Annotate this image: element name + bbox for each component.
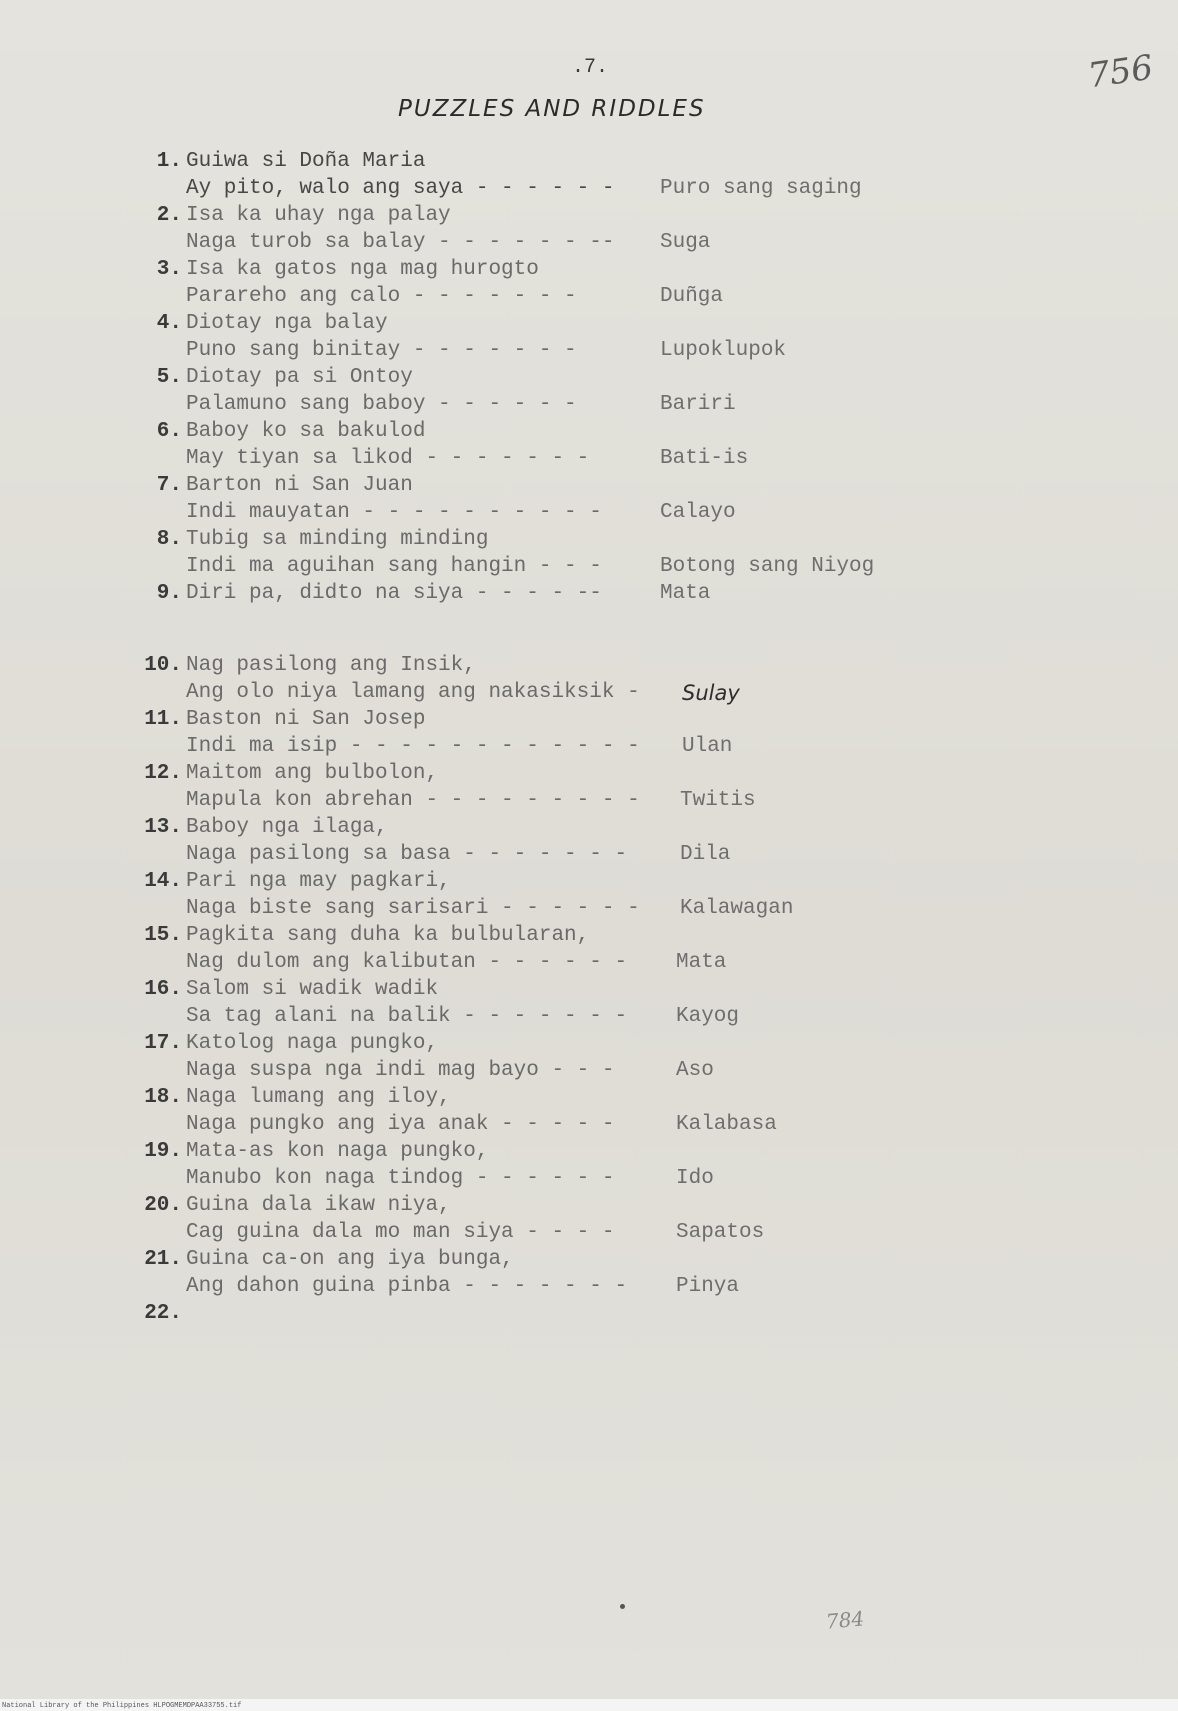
riddle-answer: Lupoklupok bbox=[660, 339, 787, 362]
riddle-line-2: Parareho ang calo - - - - - - - bbox=[186, 285, 577, 308]
riddle-number: 16. bbox=[144, 978, 182, 1001]
riddle-line-2: Naga suspa nga indi mag bayo - - - bbox=[186, 1059, 615, 1082]
riddle-number: 4. bbox=[156, 312, 182, 335]
riddle-line-1: Mata-as kon naga pungko, bbox=[186, 1140, 489, 1163]
riddle-line-2: Naga pasilong sa basa - - - - - - - bbox=[186, 843, 628, 866]
riddle-number: 8. bbox=[156, 528, 182, 551]
riddle-line-2: Ay pito, walo ang saya - - - - - - bbox=[186, 177, 615, 200]
riddle-answer: Sulay bbox=[682, 681, 740, 705]
riddle-line-2: Manubo kon naga tindog - - - - - - bbox=[186, 1167, 615, 1190]
riddle-line-2: Ang dahon guina pinba - - - - - - - bbox=[186, 1275, 628, 1298]
riddle-item bbox=[0, 420, 1178, 476]
handwritten-bottom-number: 784 bbox=[825, 1606, 866, 1634]
riddle-number: 7. bbox=[156, 474, 182, 497]
riddle-answer: Kayog bbox=[676, 1005, 740, 1028]
riddle-item bbox=[0, 1194, 1178, 1250]
riddle-line-1: Guina ca-on ang iya bunga, bbox=[186, 1248, 514, 1271]
scan-footer-text: National Library of the Philippines HLPOGMEMDPAA33755.tif bbox=[2, 1702, 242, 1710]
riddle-line-1: Salom si wadik wadik bbox=[186, 978, 439, 1001]
riddle-number: 1. bbox=[156, 150, 182, 173]
riddle-answer: Kalawagan bbox=[680, 897, 794, 920]
page-number: .7. bbox=[572, 56, 609, 79]
riddle-line-1: Tubig sa minding minding bbox=[186, 528, 489, 551]
riddle-item bbox=[0, 582, 1178, 638]
riddle-line-2: Indi mauyatan - - - - - - - - - - bbox=[186, 501, 602, 524]
riddle-answer: Duñga bbox=[660, 285, 724, 308]
riddle-answer: Calayo bbox=[660, 501, 736, 524]
riddle-answer: Kalabasa bbox=[676, 1113, 777, 1136]
riddle-answer: Botong sang Niyog bbox=[660, 555, 875, 578]
riddle-answer: Suga bbox=[660, 231, 711, 254]
riddle-number: 13. bbox=[144, 816, 182, 839]
scan-footer bbox=[0, 1699, 1178, 1711]
riddle-line-1: Pagkita sang duha ka bulbularan, bbox=[186, 924, 590, 947]
riddle-item bbox=[0, 312, 1178, 368]
riddle-line-2: May tiyan sa likod - - - - - - - bbox=[186, 447, 590, 470]
riddle-line-1: Guiwa si Doña Maria bbox=[186, 150, 426, 173]
riddle-line-1: Diotay nga balay bbox=[186, 312, 388, 335]
riddle-line-1: Diri pa, didto na siya - - - - -- bbox=[186, 582, 602, 605]
riddle-item bbox=[0, 1032, 1178, 1088]
riddle-answer: Ido bbox=[676, 1167, 714, 1190]
riddle-line-2: Indi ma aguihan sang hangin - - - bbox=[186, 555, 602, 578]
riddle-item bbox=[0, 978, 1178, 1034]
riddle-item bbox=[0, 762, 1178, 818]
riddle-item bbox=[0, 150, 1178, 206]
riddle-answer: Bati-is bbox=[660, 447, 749, 470]
riddle-line-1: Barton ni San Juan bbox=[186, 474, 413, 497]
riddle-line-2: Nag dulom ang kalibutan - - - - - - bbox=[186, 951, 628, 974]
riddle-number: 6. bbox=[156, 420, 182, 443]
riddle-number: 20. bbox=[144, 1194, 182, 1217]
riddle-number: 21. bbox=[144, 1248, 182, 1271]
riddle-line-2: Sa tag alani na balik - - - - - - - bbox=[186, 1005, 628, 1028]
riddle-number: 14. bbox=[144, 870, 182, 893]
riddle-item bbox=[0, 654, 1178, 710]
riddle-number: 12. bbox=[144, 762, 182, 785]
riddle-item bbox=[0, 816, 1178, 872]
riddle-item bbox=[0, 1140, 1178, 1196]
riddle-answer: Puro sang saging bbox=[660, 177, 862, 200]
riddle-number: 19. bbox=[144, 1140, 182, 1163]
riddle-line-1: Baston ni San Josep bbox=[186, 708, 426, 731]
riddle-number: 18. bbox=[144, 1086, 182, 1109]
riddle-item bbox=[0, 258, 1178, 314]
riddle-line-1: Guina dala ikaw niya, bbox=[186, 1194, 451, 1217]
riddle-number: 5. bbox=[156, 366, 182, 389]
riddle-line-2: Naga turob sa balay - - - - - - -- bbox=[186, 231, 615, 254]
riddle-item bbox=[0, 1086, 1178, 1142]
riddle-number: 3. bbox=[156, 258, 182, 281]
riddle-line-1: Katolog naga pungko, bbox=[186, 1032, 439, 1055]
riddle-line-1: Maitom ang bulbolon, bbox=[186, 762, 439, 785]
riddle-answer: Dila bbox=[680, 843, 731, 866]
riddle-line-2: Cag guina dala mo man siya - - - - bbox=[186, 1221, 615, 1244]
riddle-line-1: Baboy ko sa bakulod bbox=[186, 420, 426, 443]
riddle-number: 15. bbox=[144, 924, 182, 947]
riddle-line-1: Diotay pa si Ontoy bbox=[186, 366, 413, 389]
riddle-line-1: Nag pasilong ang Insik, bbox=[186, 654, 476, 677]
riddle-item bbox=[0, 528, 1178, 584]
riddle-line-1: Naga lumang ang iloy, bbox=[186, 1086, 451, 1109]
riddle-line-2: Puno sang binitay - - - - - - - bbox=[186, 339, 577, 362]
riddle-answer: Twitis bbox=[680, 789, 756, 812]
riddle-answer: Sapatos bbox=[676, 1221, 765, 1244]
riddle-item bbox=[0, 708, 1178, 764]
riddle-number: 17. bbox=[144, 1032, 182, 1055]
riddle-item bbox=[0, 474, 1178, 530]
riddle-item bbox=[0, 204, 1178, 260]
riddle-line-2: Palamuno sang baboy - - - - - - bbox=[186, 393, 577, 416]
riddle-item bbox=[0, 924, 1178, 980]
riddle-answer: Pinya bbox=[676, 1275, 740, 1298]
riddle-line-2: Mapula kon abrehan - - - - - - - - - bbox=[186, 789, 640, 812]
riddle-answer: Ulan bbox=[682, 735, 733, 758]
riddle-line-2: Ang olo niya lamang ang nakasiksik - bbox=[186, 681, 640, 704]
riddle-number: 2. bbox=[156, 204, 182, 227]
riddle-line-1: Pari nga may pagkari, bbox=[186, 870, 451, 893]
riddle-item bbox=[0, 870, 1178, 926]
riddle-answer: Aso bbox=[676, 1059, 714, 1082]
riddle-number: 9. bbox=[156, 582, 182, 605]
handwritten-page-number: 756 bbox=[1085, 47, 1156, 97]
riddle-item bbox=[0, 366, 1178, 422]
riddle-item bbox=[0, 1302, 1178, 1358]
riddle-number: 10. bbox=[144, 654, 182, 677]
riddle-line-2: Naga pungko ang iya anak - - - - - bbox=[186, 1113, 615, 1136]
riddle-line-2: Naga biste sang sarisari - - - - - - bbox=[186, 897, 640, 920]
page-title: PUZZLES AND RIDDLES bbox=[398, 96, 706, 122]
riddle-line-1: Isa ka gatos nga mag hurogto bbox=[186, 258, 539, 281]
riddle-item bbox=[0, 1248, 1178, 1304]
riddle-answer: Mata bbox=[676, 951, 727, 974]
riddle-line-2: Indi ma isip - - - - - - - - - - - - bbox=[186, 735, 640, 758]
riddle-line-1: Isa ka uhay nga palay bbox=[186, 204, 451, 227]
riddle-number: 22. bbox=[144, 1302, 182, 1325]
riddle-answer: Bariri bbox=[660, 393, 736, 416]
riddle-number: 11. bbox=[144, 708, 182, 731]
ink-dot bbox=[620, 1604, 625, 1609]
riddle-answer: Mata bbox=[660, 582, 711, 605]
riddle-line-1: Baboy nga ilaga, bbox=[186, 816, 388, 839]
